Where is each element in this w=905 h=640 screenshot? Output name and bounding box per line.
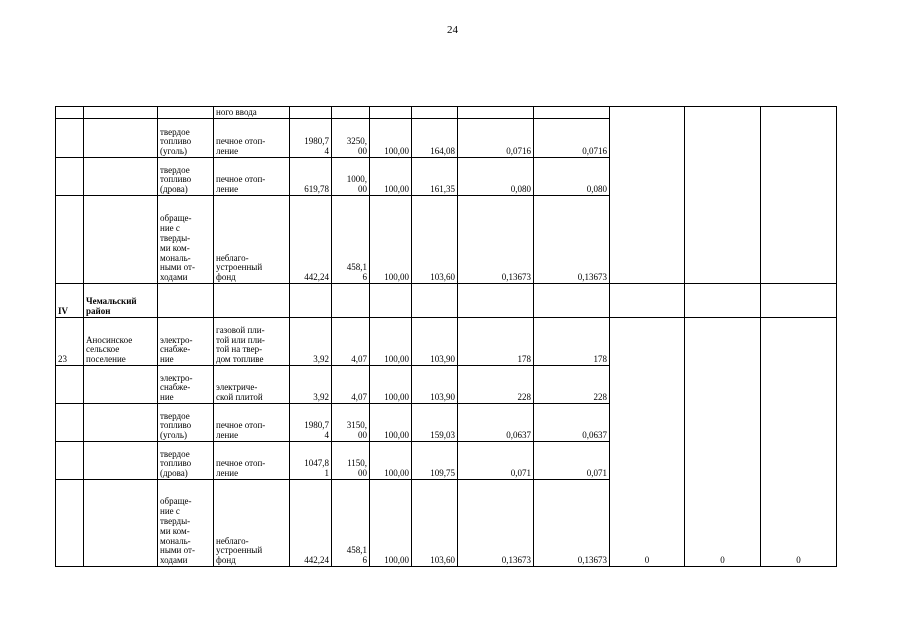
- settlement-name: Аносинское сельское поселение: [84, 318, 158, 366]
- settlement-number: 23: [56, 318, 84, 366]
- fuel-cell: электро- снабже- ние: [158, 366, 214, 404]
- value-cell: 0,0637: [458, 404, 534, 442]
- use-type-cell: газовой пли- той или пли- той на твер- дом топливе: [214, 318, 290, 366]
- value-cell: 1150, 00: [332, 442, 370, 480]
- right-value-cell: 0: [610, 318, 685, 567]
- fuel-cell: твердое топливо (дрова): [158, 158, 214, 196]
- value-cell: 100,00: [370, 404, 412, 442]
- use-type-cell: печное отоп- ление: [214, 442, 290, 480]
- fuel-cell: обраще- ние с тверды- ми ком- мональ- ными от- ходами: [158, 480, 214, 567]
- value-cell: 0,071: [458, 442, 534, 480]
- value-cell: 0,13673: [534, 196, 610, 284]
- fuel-cell: твердое топливо (уголь): [158, 119, 214, 158]
- value-cell: 100,00: [370, 442, 412, 480]
- value-cell: 103,60: [412, 480, 458, 567]
- value-cell: 0,13673: [458, 196, 534, 284]
- value-cell: 0,0716: [458, 119, 534, 158]
- table-row: [56, 318, 837, 366]
- value-cell: 3150, 00: [332, 404, 370, 442]
- value-cell: 1047,8 1: [290, 442, 332, 480]
- value-cell: 458,1 6: [332, 480, 370, 567]
- fuel-cell: электро- снабже- ние: [158, 318, 214, 366]
- value-cell: 100,00: [370, 196, 412, 284]
- use-type-cell: печное отоп- ление: [214, 119, 290, 158]
- value-cell: 0,13673: [534, 480, 610, 567]
- value-cell: 442,24: [290, 480, 332, 567]
- use-type-cell: печное отоп- ление: [214, 158, 290, 196]
- value-cell: 1980,7 4: [290, 119, 332, 158]
- value-cell: 100,00: [370, 366, 412, 404]
- use-type-cell: ного ввода: [214, 107, 290, 119]
- value-cell: 103,60: [412, 196, 458, 284]
- use-type-cell: неблаго- устроенный фонд: [214, 196, 290, 284]
- fuel-cell: твердое топливо (уголь): [158, 404, 214, 442]
- value-cell: 0,0637: [534, 404, 610, 442]
- value-cell: 178: [458, 318, 534, 366]
- value-cell: 161,35: [412, 158, 458, 196]
- fuel-cell: обраще- ние с тверды- ми ком- мональ- ными от- ходами: [158, 196, 214, 284]
- value-cell: 1980,7 4: [290, 404, 332, 442]
- value-cell: 228: [534, 366, 610, 404]
- district-name: Чемальский район: [84, 284, 158, 318]
- value-cell: 0,071: [534, 442, 610, 480]
- value-cell: 1000, 00: [332, 158, 370, 196]
- value-cell: 159,03: [412, 404, 458, 442]
- value-cell: 0,080: [458, 158, 534, 196]
- value-cell: 100,00: [370, 158, 412, 196]
- value-cell: 178: [534, 318, 610, 366]
- value-cell: 442,24: [290, 196, 332, 284]
- use-type-cell: неблаго- устроенный фонд: [214, 480, 290, 567]
- value-cell: 0,13673: [458, 480, 534, 567]
- value-cell: 4,07: [332, 366, 370, 404]
- value-cell: 0,0716: [534, 119, 610, 158]
- district-number: IV: [56, 284, 84, 318]
- value-cell: 3,92: [290, 366, 332, 404]
- use-type-cell: электриче- ской плитой: [214, 366, 290, 404]
- value-cell: 103,90: [412, 366, 458, 404]
- value-cell: 3,92: [290, 318, 332, 366]
- value-cell: 100,00: [370, 318, 412, 366]
- value-cell: 0,080: [534, 158, 610, 196]
- value-cell: 100,00: [370, 480, 412, 567]
- right-value-cell: 0: [685, 318, 761, 567]
- tariff-table: [55, 106, 837, 567]
- value-cell: 164,08: [412, 119, 458, 158]
- value-cell: 4,07: [332, 318, 370, 366]
- value-cell: 3250, 00: [332, 119, 370, 158]
- use-type-cell: печное отоп- ление: [214, 404, 290, 442]
- value-cell: 100,00: [370, 119, 412, 158]
- value-cell: 109,75: [412, 442, 458, 480]
- district-row: [56, 284, 837, 318]
- right-value-cell: 0: [761, 318, 837, 567]
- table-row: [56, 107, 837, 119]
- value-cell: 619,78: [290, 158, 332, 196]
- value-cell: 458,1 6: [332, 196, 370, 284]
- value-cell: 103,90: [412, 318, 458, 366]
- fuel-cell: твердое топливо (дрова): [158, 442, 214, 480]
- page-number: 24: [447, 24, 458, 36]
- value-cell: 228: [458, 366, 534, 404]
